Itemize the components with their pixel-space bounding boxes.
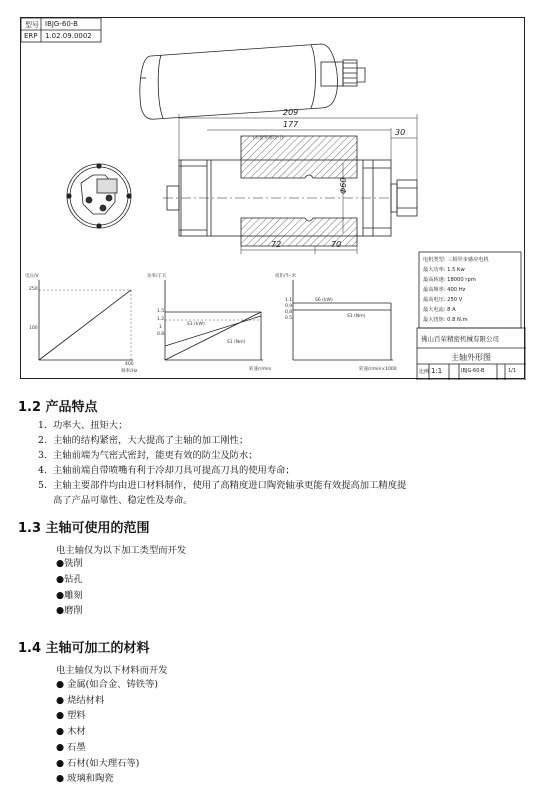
graph1-xlabel: 频率/Hz	[121, 369, 138, 374]
graph1-ytick: 100	[29, 326, 38, 331]
graph2-ytick: 0.8	[157, 332, 165, 337]
graph2-series: S1 (kW)	[187, 322, 205, 327]
graph1-ylabel: 电压/V	[25, 274, 39, 279]
section-heading-materials: 1.4 主轴可加工的材料	[18, 641, 150, 656]
dim-diameter: Φ60	[339, 177, 348, 194]
graph3-xlabel: 转速/r/min×1000	[359, 367, 397, 372]
list-item: ● 烧结材料	[56, 695, 105, 706]
graph2-ytick: 1.5	[157, 309, 165, 314]
sheet-number: 1/1	[508, 368, 517, 374]
scale-value: 1:1	[431, 367, 443, 375]
erp-label: ERP	[24, 32, 38, 40]
graph2-xlabel: 转速/r/min	[249, 367, 272, 372]
company-name: 佛山百荣精密机械有限公司	[421, 335, 499, 343]
dim-body: 177	[283, 120, 299, 129]
graph2-ytick: 1	[159, 325, 162, 330]
graph2-ytick: 1.2	[157, 317, 165, 322]
list-item: ●铣削	[56, 558, 83, 569]
spec-row: 最高电压: 250 V	[423, 297, 463, 303]
list-item-continuation: 高了产品可靠性、稳定性及寿命。	[53, 495, 193, 506]
list-item: 1. 功率大、扭矩大；	[38, 420, 128, 431]
list-item: ●磨削	[56, 605, 83, 616]
erp-value: 1.02.09.0002	[45, 32, 92, 40]
graph3-series: S1 (Nm)	[347, 314, 366, 319]
list-item: ● 木材	[56, 726, 86, 737]
graph2-ylabel: 功率/千瓦	[147, 274, 167, 279]
list-item: 2. 主轴的结构紧密，大大提高了主轴的加工刚性；	[38, 435, 249, 446]
spec-row: 最高频率: 400 Hz	[423, 287, 466, 293]
spec-row: 电机类型: 三相异步感应电机	[423, 257, 489, 263]
dim-right-seg: 70	[331, 240, 342, 249]
model-value: IBJG-60-B	[45, 20, 78, 28]
spindle-3d-view	[140, 44, 365, 119]
spindle-end-view	[67, 164, 131, 228]
list-item: ● 石墨	[56, 742, 86, 753]
dim-left-seg: 72	[271, 240, 282, 249]
list-item: 4. 主轴前端自带喷嘴有利于冷却刀具可提高刀具的使用寿命；	[38, 465, 295, 476]
graph1-xtick: 400	[125, 362, 134, 367]
spec-row: 最大扭矩: 0.8 N.m	[423, 317, 468, 323]
graph3-ylabel: 扭矩/牛·米	[275, 274, 296, 279]
graph2-series: S1 (Nm)	[227, 340, 246, 345]
scale-label: 比例	[419, 369, 430, 375]
spindle-drawing-lines	[21, 18, 526, 380]
graph1-ytick: 250	[29, 287, 38, 292]
list-item: 5. 主轴主要部件均由进口材料制作，使用了高精度进口陶瓷轴承更能有效提高加工精度提	[38, 480, 407, 491]
section-heading-features: 1.2 产品特点	[18, 400, 98, 415]
graph3-ytick: 0.9	[285, 304, 293, 309]
spec-row: 最高转速: 18000 rpm	[423, 277, 476, 283]
technical-drawing	[20, 17, 525, 379]
spindle-side-view	[163, 114, 417, 254]
dim-note: (水套外部尺寸)	[253, 136, 284, 141]
graph3-ytick: 0.8	[285, 310, 293, 315]
graph-voltage-frequency	[39, 280, 133, 360]
graph3-ytick: 1.1	[285, 298, 293, 303]
list-item: 3. 主轴前端为气密式密封，能更有效的防尘及防水；	[38, 450, 258, 461]
list-item: ● 金属(如合金、铸铁等)	[56, 679, 158, 690]
materials-intro: 电主轴仅为以下材料而开发	[56, 665, 168, 676]
list-item: ● 玻璃和陶瓷	[56, 773, 114, 784]
spec-row: 最大功率: 1.5 Kw	[423, 267, 465, 273]
drawing-title: 主轴外形图	[451, 353, 491, 362]
list-item: ●钻孔	[56, 574, 83, 585]
spec-row: 最大电流: 8 A	[423, 307, 456, 313]
section-heading-usage: 1.3 主轴可使用的范围	[18, 521, 150, 536]
dim-tail: 30	[395, 128, 406, 137]
list-item: ● 塑料	[56, 710, 86, 721]
drawing-code: IBJG-60-B	[461, 368, 485, 374]
graph-power-speed	[165, 280, 263, 360]
usage-intro: 电主轴仅为以下加工类型而开发	[56, 545, 187, 556]
dim-overall: 209	[283, 108, 299, 117]
graph3-series: S6 (kW)	[315, 298, 333, 303]
list-item: ● 石材(如大理石等)	[56, 758, 140, 769]
graph3-ytick: 0.5	[285, 316, 293, 321]
list-item: ●雕刻	[56, 590, 83, 601]
graph-torque-speed	[293, 280, 393, 360]
model-label: 型号	[25, 21, 39, 29]
